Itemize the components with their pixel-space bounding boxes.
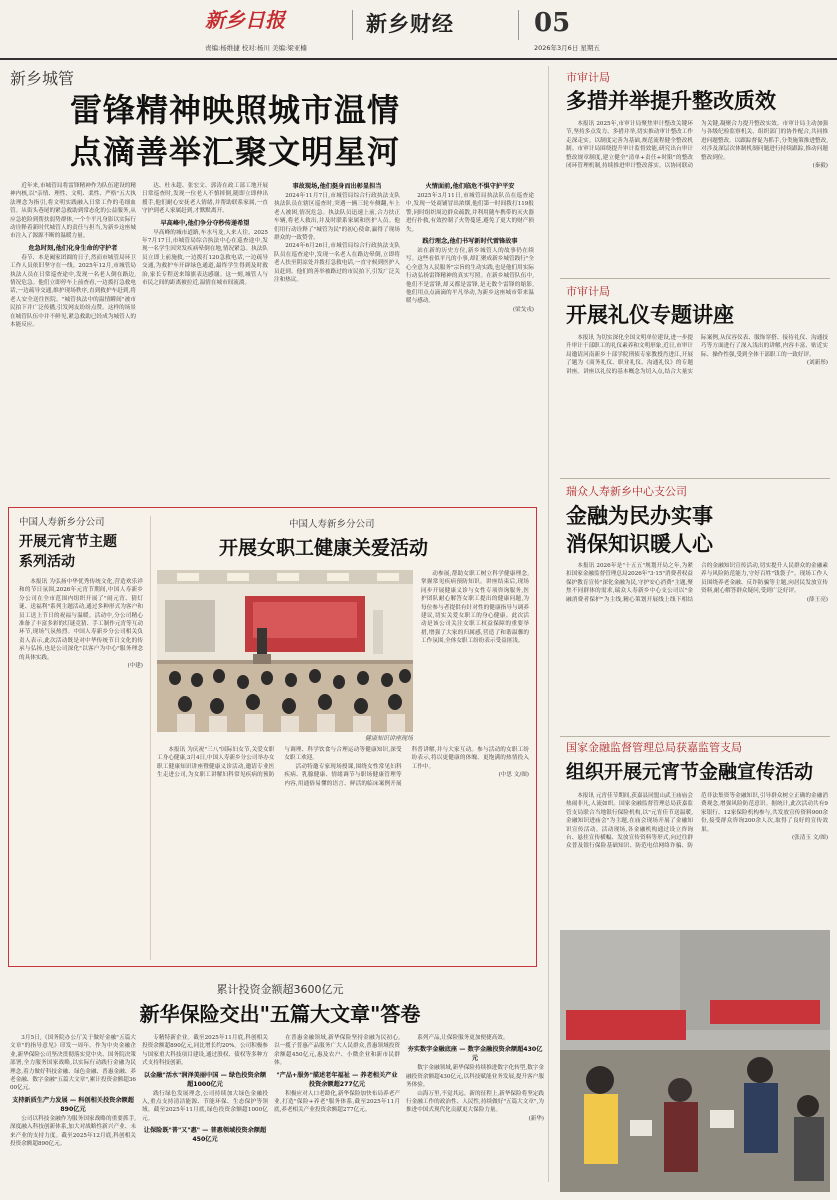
feature-main-title: 开展女职工健康关爱活动: [219, 537, 429, 559]
finance-title: 多措并举提升整改质效: [566, 89, 776, 113]
main-right-divider: [548, 66, 549, 1182]
feature-left-title-1: 开展元宵节主题: [19, 534, 117, 550]
right-rule-1: [560, 278, 830, 279]
xinhua-top-line: 累计投资金额超3600亿元: [216, 983, 344, 996]
right-rule-3: [560, 736, 830, 737]
finance-kicker: 市审计局: [566, 71, 610, 84]
lecture-photo-caption: 健康知识讲座现场: [364, 735, 413, 742]
xinhua-col-1: 3月5日,《国务院办公厅关于做好金融"五篇大文章"的指导意见》印发一周年。作为中央金融企业,新华保险公司坚决贯彻落实党中央、国务院决策部署,全力服务国家战略,以实际行动践行金融为民理念,着力做好科技金融、绿色金融、普惠金融、养老金融、数字金融"五篇大文章",累计投资金额超3600亿元。 支持新质生产力发展 — 科创相关投资余额超890亿元 公司以科技金融作为服务国家战略的重要抓手,深度融入科技创新体系,加大对战略性新兴产业、未来产业的支持力度。截至2025年12月底,科创相关投资余额超890亿元。: [10, 1035, 136, 1148]
lead-column-1: 近年来,市城管局将雷锋精神作为队伍建设的精神内核,以"亲情、理性、文明、柔性、严格"五大执法理念为指引,将文明实践融入日常工作的毛细血管。从街头巷尾的紧急救助到常态化的公益服务,从应急抢险到帮扶弱势群体,一个个平凡身影以实际行动诠释着新时代城管人的责任与担当,为新乡这座城市注入了源源不断的温暖力量。 危急时刻,他们化身生命的守护者 春节、本是阖家团圆的日子,然而市城管局环卫工作人员依旧坚守在一线。2025年12月,市城管局执法人员在日常巡查途中,发现一名老人倒在路边,情况危急。他们立即停车上前查看,一边拨打急救电话,一边疏导交通,维护现场秩序,直到救护车赶到,将老人安全送往医院。"城管执法中的温情瞬间"被市民拍下并广泛传播,引发网友纷纷点赞。这样的场景在城管队伍中并不鲜见,紧急救助已经成为城管人的本能反应。: [10, 183, 136, 329]
feature-left-title-2: 系列活动: [19, 554, 75, 570]
feature-right-body: 动参展,帮助女职工树立科学健康理念,掌握常见疾病预防知识。讲座结束后,现场同步开展健康义诊与女性专项咨询服务,医护团队耐心解答女职工提出的健康问题,为每位参与者提供有针对性的健康指导与调养建议,切实关爱女职工的身心健康。此次活动是该公司关注女职工权益保障的重要举措,增强了大家的归属感,营造了和谐温馨的工作氛围,全体女职工纷纷表示受益匪浅。: [421, 571, 529, 645]
insurance-title-line-2: 消保知识暖人心: [566, 532, 713, 556]
xinhua-col-4: 系列产品,让保险服务更加便捷高效。 夯实数字金融底座 — 数字金融投资余额超430亿元 数字金融领域,新华保险持续推进数字化转型,数字金融投资余额超430亿元,以科技赋能业务发展,提升客户服务体验。 山海万里,不觉其远。新的征程上,新华保险将坚定践行金融工作的政治性、人民性,持续做好"五篇大文章",为推进中国式现代化贡献更大保险力量。 (新华): [406, 1035, 544, 1122]
insurance-title-line-1: 金融为民办实事: [566, 504, 713, 528]
feature-left-kicker: 中国人寿新乡分公司: [19, 517, 105, 528]
outreach-photo-caption: [560, 1192, 561, 1193]
editors-line: 责编:杨维捷 校对:杨川 美编:梁亚楠: [205, 44, 307, 52]
right-rule-2: [560, 478, 830, 479]
feature-left-body: 本报讯 为弘扬中华优秀传统文化,营造欢乐祥和的节日氛围,2026年元宵节期间,中国人寿新乡分公司在全市范围内组织开展了"闹元宵、猜灯谜、送福利"系列主题活动,通过多种形式为客户和员工送上节日的祝福与温暖。活动中,分公司精心准备了丰富多彩的灯谜竞猜、手工制作元宵等互动环节,现场气氛热烈。中国人寿新乡分公司相关负责人表示,此次活动既是对中华传统节日文化的传承与弘扬,也是公司深化"以客户为中心"服务理念的具体实践。 (中建): [19, 579, 143, 670]
outreach-photo: [560, 930, 830, 1192]
insurance-kicker: 瑞众人寿新乡中心支公司: [566, 485, 687, 498]
page-number: 05: [534, 8, 571, 38]
regulator-title: 组织开展元宵节金融宣传活动: [566, 761, 814, 783]
newspaper-logo: 新乡日报: [205, 8, 285, 32]
etiquette-kicker: 市审计局: [566, 285, 610, 298]
lead-kicker: 新乡城管: [10, 69, 75, 88]
feature-bottom-body: 本报讯 为庆祝"三八"国际妇女节,关爱女职工身心健康,3月4日,中国人寿新乡分公司举办女职工健康知识讲座暨健康义诊活动,邀请专业医生走进公司,为女职工讲解妇科常见疾病的预防与调理、科学饮食与合理运动等健康知识,深受女职工欢迎。 活动特邀专家现场授课,围绕女性常见妇科疾病、乳腺健康、情绪调节与职场健康管理等内容,用通俗易懂的语言、鲜活的临床案例开展科普讲解,并与大家互动。参与活动的女职工纷纷表示,将以更健康的体魄、更饱满的热情投入工作中。 (中思 文/图): [157, 747, 529, 787]
feature-inner-divider: [150, 516, 151, 960]
lead-column-3: 事故现场,他们挺身而出彰显担当 2024年11月7日,市城管局综合行政执法支队执法队员在辖区巡查时,突遇一辆三轮车侧翻,车上老人被困,情况危急。执法队员迅速上前,合力扶正车辆,将老人救出,并及时联系家属和医护人员。他们用行动诠释了"城管为民"的初心使命,赢得了现场群众的一致赞誉。 2024年6月26日,市城管局综合行政执法支队队员在巡查途中,发现一名老人在路边晕倒,立即将老人扶至阴凉处并拨打急救电话,一直守候到医护人员赶到。他们的善举被路过的市民拍下,引发广泛关注和热议。: [274, 183, 400, 284]
xinhua-col-3: 在普惠金融领域,新华保险坚持金融为民初心,以一揽子普惠产品服务广大人民群众,普惠领域投资余额超450亿元,惠及农户、小微企业和新市民群体。 "产品+服务"描述老年福祉 — 养老相关产业投资余额超277亿元 积极应对人口老龄化,新华保险加快布局养老产业,打造"保险+养老"服务体系,截至2025年11月底,养老相关产业投资余额超277亿元。: [274, 1035, 400, 1114]
lead-title-line-1: 雷锋精神映照城市温情: [70, 91, 401, 129]
finance-body: 本报讯 2025年,市审计局聚焦审计整改关键环节,坚持多点发力、多措并举,切实推动审计整改工作走深走实。以制度完善为基础,规范流程健全整改机制。市审计局围绕提升审计监督效能,研究出台审计整改规章制度,建立健全"清单+责任+时限"的整改闭环管理机制,持续推进审计整改落实。以协同联动为关键,凝聚合力提升整改实效。市审计局主动加强与各级纪检监察机关、组织部门的协作配合,共同推进问题整改。以跟踪督促为抓手,分类施策推进整改,对涉及深层次体制机制问题进行持续跟踪,推动问题整改到位。 (秦毅): [566, 121, 828, 170]
regulator-body: 本报讯 元宵佳节期间,获嘉县同盟山武王庙庙会热闹非凡,人流如织。国家金融监督管理总局获嘉监管支局联合当地银行保险机构,以"元宵佳节送温暖,金融知识进庙会"为主题,在庙会现场开展了金融知识宣传活动。活动现场,各金融机构通过设立咨询台、悬挂宣传横幅、发放宣传资料等形式,向过往群众普及银行保险基础知识、防范电信网络诈骗、防范非法集资等金融知识,引导群众树立正确的金融消费观念,增强风险防范意识。据统计,此次活动共有9家银行、12家保险机构参与,共发放宣传资料900余份,接受群众咨询200余人次,取得了良好的宣传效果。 (张清玉 文/图): [566, 793, 828, 850]
xinhua-title: 新华保险交出"五篇大文章"答卷: [139, 1002, 421, 1026]
masthead-divider-1: [352, 10, 353, 40]
issue-date: 2026年3月6日 星期五: [534, 44, 600, 52]
masthead-rule: [0, 58, 837, 60]
masthead-divider-2: [518, 10, 519, 40]
xinhua-col-2: 专精特新企业。截至2025年11月底,科创相关投资余额超890亿元,同比增长约20%。公司积极参与国家重大科技项目建设,通过股权、债权等多种方式支持科技创新。 以金融"活水"润泽美丽中国 — 绿色投资余额超1000亿元 践行绿色发展理念,公司持续加大绿色金融投入,重点支持清洁能源、节能环保、生态保护等领域。截至2025年11月底,绿色投资余额超1000亿元。 让保险既"普"又"惠" — 普惠领域投资余额超450亿元: [142, 1035, 268, 1144]
lecture-photo: [157, 570, 413, 732]
etiquette-title: 开展礼仪专题讲座: [566, 303, 734, 327]
etiquette-body: 本报讯 为切实深化全国文明单位建设,进一步提升审计干部职工的礼仪素养和文明形象,近日,市审计局邀请河南新乡十部学院刑侦专家教授肖进江,开展了题为《商务礼仪、职业礼仪、沟通礼仪》的专题讲座。讲座以礼仪的基本概念为切入点,结合大量实际案例,从仪容仪表、服饰穿搭、接待礼仪、沟通技巧等方面进行了深入浅出的讲解,内容丰富、贴近实际、操作性强,受到全体干部职工的一致好评。 (刘新彤): [566, 335, 828, 375]
lead-title-line-2: 点滴善举汇聚文明星河: [70, 133, 401, 171]
lead-column-2: 达、杜永超、张宏文、郭涛在政工部工地开展日常巡查时,发现一位老人不慎摔倒,随即立即伸出援手,他们耐心安抚老人情绪,并帮助联系家属,一直守护到老人家属赶到,才默默离开。 早高峰中,他们争分夺秒传递希望 早高峰的城市道路,车水马龙,人来人往。2025年7月17日,市城管局综合执法中心在巡查途中,发现一名学生因突发疾病晕倒在地,情况紧急。执法队员立即上前施救,一边拨打120急救电话,一边疏导交通,为救护车开辟绿色通道,最终学生得到及时救治,家长专程送来锦旗表达感谢。这一刻,城管人与市民之间的距离被拉近,温情在城市间流淌。: [142, 183, 268, 287]
feature-main-kicker: 中国人寿新乡分公司: [289, 519, 375, 530]
masthead: [0, 0, 837, 60]
section-title: 新乡财经: [366, 12, 454, 36]
lead-byline: (梁戈戎): [512, 306, 534, 313]
insurance-body: 本报讯 2026年是"十五五"规划开局之年,为紧扣国家金融监督管理总局2026年"3·15"消费者权益保护教育宣传"深化金融为民,守护安心消费"主题,聚焦不同群体的需求,瑞众人寿新乡中心支公司以"金融消费者保护"为主线,精心策划开展线上线下相结合的金融知识宣传活动,切实提升人民群众的金融素养与风险防范能力,守好百姓"钱袋子"。现场工作人员围绕养老金融、反诈防骗等主题,向居民发放宣传资料,耐心解答群众疑问,受到广泛好评。 (薛王亮): [566, 563, 828, 603]
regulator-kicker: 国家金融监督管理总局获嘉监管支局: [566, 741, 742, 754]
feature-box: [8, 507, 537, 967]
lead-column-4: 火情面前,他们临危不惧守护平安 2025年3月11日,市城管局执法队员在巡查途中,发现一处商铺冒出浓烟,他们第一时间拨打119报警,同时组织周边群众疏散,并利用随车携带的灭火器进行扑救,有效控制了火势蔓延,避免了更大的财产损失。 践行理念,他们书写新时代雷锋故事 站在新的历史方位,新乡城管人的故事仍在续写。这些看似平凡的小事,却汇聚成新乡城管践行"全心全意为人民服务"宗旨的生动实践,也是他们用实际行动弘扬雷锋精神的真实写照。在新乡城管队伍中,他们不是雷锋,却又都是雷锋,是无数个雷锋的缩影,他们用点点滴滴的平凡举动,为新乡这座城市带来温暖与感动。 (梁戈戎): [406, 183, 534, 313]
